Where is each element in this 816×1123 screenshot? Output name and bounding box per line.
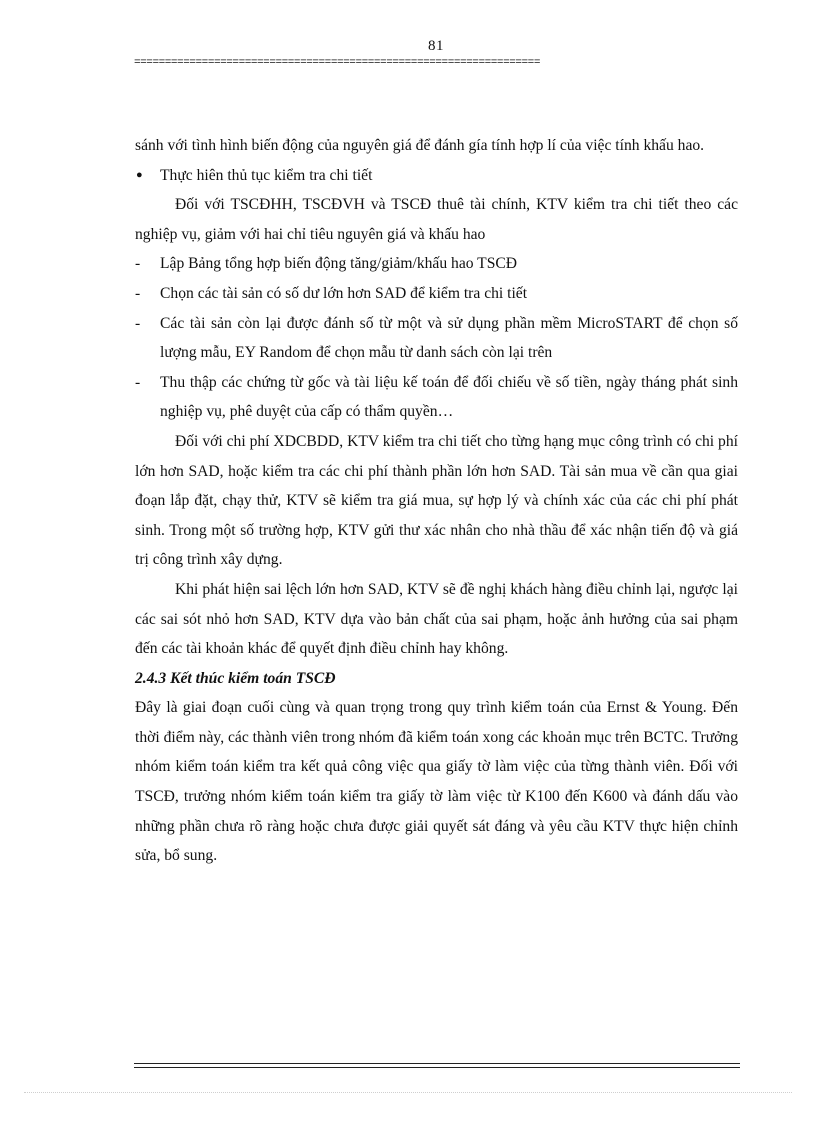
body-paragraph: Khi phát hiện sai lệch lớn hơn SAD, KTV sẽ đề nghị khách hàng điều chỉnh lại, ngược lại các sai sót nhỏ hơn SAD, KTV dựa vào bản chất của sai phạm, hoặc ảnh hưởng của sai phạm đến các tài khoản khác để quyết định điều chỉnh hay không. — [135, 580, 738, 658]
dash-marker: - — [135, 373, 141, 391]
body-paragraph: Đây là giai đoạn cuối cùng và quan trọng trong quy trình kiểm toán của Ernst & Young. Đến thời điểm này, các thành viên trong nhóm đã kiểm toán xong các khoản mục trên BCTC. Trưởng nhóm kiểm toán kiểm tra kết quả công việc qua giấy tờ làm việc của từng thành viên. Đối với TSCĐ, trưởng nhóm kiểm toán kiểm tra giấy tờ làm việc từ K100 đến K600 và đánh dấu vào những phần chưa rõ ràng hoặc chưa được giải quyết sát đáng và yêu cầu KTV thực hiện chỉnh sửa, bổ sung. — [135, 699, 738, 865]
bullet-item-text: Thực hiên thủ tục kiểm tra chi tiết — [160, 166, 373, 184]
bullet-item — [135, 161, 738, 191]
footer-rule — [134, 1063, 740, 1068]
section-heading: 2.4.3 Kết thúc kiểm toán TSCĐ — [135, 669, 336, 687]
dash-item — [135, 309, 738, 368]
body-paragraph: Đối với chi phí XDCBDD, KTV kiểm tra chi tiết cho từng hạng mục công trình có chi phí lớn hơn SAD, hoặc kiểm tra các chi phí thành phần lớn hơn SAD. Tài sản mua về cần qua giai đoạn lắp đặt, chạy thử, KTV sẽ kiểm tra giá mua, sự hợp lý và chính xác của các chi phí phát sinh. Trong một số trường hợp, KTV gửi thư xác nhân cho nhà thầu để xác nhận tiến độ và giá trị công trình xây dựng. — [135, 432, 738, 569]
document-body — [135, 131, 738, 871]
body-paragraph: sánh với tình hình biến động của nguyên giá để đánh gía tính hợp lí của việc tính khấu hao. — [135, 137, 705, 154]
body-paragraph: Đối với TSCĐHH, TSCĐVH và TSCĐ thuê tài chính, KTV kiểm tra chi tiết theo các nghiệp vụ, giảm với hai chỉ tiêu nguyên giá và khấu hao — [135, 196, 738, 243]
dash-item-text: Các tài sản còn lại được đánh số từ một và sử dụng phần mềm MicroSTART để chọn số lượng mẫu, EY Random để chọn mẫu từ danh sách còn lại trên — [160, 314, 738, 362]
page-number: 81 — [428, 38, 444, 54]
dash-item-text: Thu thập các chứng từ gốc và tài liệu kế toán để đối chiếu về số tiền, ngày tháng phát sinh nghiệp vụ, phê duyệt của cấp có thẩm quyền… — [160, 373, 738, 421]
page-bottom-border — [24, 1092, 792, 1093]
dash-item-text: Chọn các tài sản có số dư lớn hơn SAD để kiểm tra chi tiết — [160, 284, 528, 302]
dash-item — [135, 279, 738, 309]
dash-item-text: Lập Bảng tổng hợp biến động tăng/giảm/khấu hao TSCĐ — [160, 255, 518, 273]
dash-marker: - — [135, 255, 141, 273]
dash-item — [135, 249, 738, 279]
dash-marker: - — [135, 314, 141, 332]
header-rule: ================================================================== — [134, 58, 540, 68]
bullet-icon: ● — [136, 168, 143, 181]
dash-marker: - — [135, 284, 141, 302]
dash-item — [135, 368, 738, 427]
